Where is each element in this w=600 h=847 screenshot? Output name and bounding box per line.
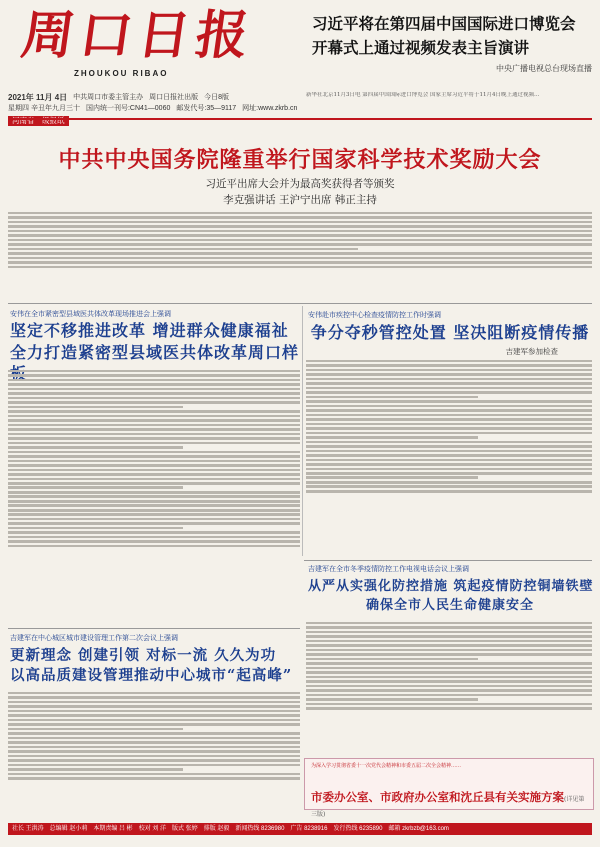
body-line bbox=[306, 391, 592, 394]
footer-bar bbox=[8, 823, 592, 835]
body-line bbox=[306, 490, 592, 493]
body-line bbox=[306, 662, 592, 665]
body-line bbox=[306, 463, 592, 466]
body-line bbox=[306, 445, 592, 448]
body-line bbox=[8, 424, 300, 427]
body-line bbox=[8, 768, 183, 771]
body-line bbox=[8, 741, 300, 744]
divider-2 bbox=[304, 560, 592, 561]
body-line bbox=[306, 626, 592, 629]
body-line bbox=[306, 418, 592, 421]
body-line bbox=[8, 473, 300, 476]
body-line bbox=[8, 728, 183, 731]
notice-box[interactable] bbox=[304, 758, 594, 818]
lead-speakers: 李克强讲话 王沪宁出席 韩正主持 bbox=[223, 194, 377, 206]
masthead-logo: 周口日报 bbox=[17, 5, 259, 66]
issue-pages: 今日8版 bbox=[204, 94, 230, 101]
body-line bbox=[306, 485, 592, 488]
body-line bbox=[8, 239, 592, 242]
body-line bbox=[8, 419, 300, 422]
column-divider bbox=[302, 306, 303, 556]
body-line bbox=[306, 667, 592, 670]
body-line bbox=[8, 257, 592, 260]
notice-headline bbox=[311, 789, 587, 819]
body-line bbox=[306, 676, 592, 679]
story-left2-headline1[interactable]: 更新理念 创建引领 对标一流 久久为功 bbox=[10, 647, 277, 664]
body-line bbox=[8, 225, 592, 228]
body-line bbox=[8, 764, 300, 767]
masthead-pinyin: ZHOUKOU RIBAO bbox=[74, 69, 169, 78]
body-line bbox=[306, 698, 478, 701]
footer-item: 社长 王洪涛 bbox=[12, 826, 44, 832]
lead-subtitle: 习近平出席大会并为最高奖获得者等颁奖 bbox=[205, 178, 395, 190]
body-line bbox=[8, 509, 300, 512]
body-line bbox=[306, 649, 592, 652]
province-badge: 河南省一级报纸 bbox=[8, 116, 69, 126]
body-line bbox=[306, 680, 592, 683]
lead-body-text bbox=[8, 212, 592, 268]
body-line bbox=[306, 436, 478, 439]
body-line bbox=[306, 387, 592, 390]
body-line bbox=[8, 406, 183, 409]
body-line bbox=[306, 622, 592, 625]
body-line bbox=[8, 531, 300, 534]
body-line bbox=[8, 428, 300, 431]
story-left-kicker: 安伟在全市紧密型县域医共体改革现场推进会上强调 bbox=[10, 310, 171, 318]
body-line bbox=[306, 689, 592, 692]
body-line bbox=[306, 658, 478, 661]
issue-date: 2021年 11月 4日 bbox=[8, 93, 68, 102]
body-line bbox=[8, 545, 300, 548]
body-line bbox=[8, 401, 300, 404]
body-line bbox=[306, 703, 592, 706]
body-line bbox=[306, 653, 592, 656]
body-line bbox=[8, 513, 300, 516]
body-line bbox=[8, 437, 300, 440]
footer-item: 本期责编 吕 彬 bbox=[93, 826, 133, 832]
body-line bbox=[8, 527, 183, 530]
body-line bbox=[8, 746, 300, 749]
body-line bbox=[8, 777, 300, 780]
story-left-headline2[interactable]: 全力打造紧密型县域医共体改革周口样 bbox=[10, 343, 300, 362]
brief-text: 新华社北京11月3日电 第四届中国国际进口博览会 国家主席习近平将于11月4日晚上通过视频… bbox=[306, 92, 540, 98]
body-line bbox=[8, 692, 300, 695]
body-line bbox=[8, 705, 300, 708]
story-right2-headline2[interactable]: 确保全市人民生命健康安全 bbox=[365, 598, 534, 613]
body-line bbox=[306, 454, 592, 457]
body-line bbox=[8, 486, 183, 489]
notice-headline-text: 市委办公室、市政府办公室和沈丘县有关实施方案 bbox=[311, 790, 564, 804]
body-line bbox=[8, 500, 300, 503]
body-line bbox=[306, 373, 592, 376]
story-right2-headline1[interactable]: 从严从实强化防控措施 筑起疫情防控铜墙铁壁 bbox=[308, 579, 594, 594]
story-left2-body bbox=[8, 690, 300, 818]
body-line bbox=[8, 469, 300, 472]
body-line bbox=[8, 536, 300, 539]
body-line bbox=[8, 755, 300, 758]
divider-1 bbox=[8, 303, 592, 304]
body-line bbox=[8, 370, 300, 373]
body-line bbox=[8, 446, 183, 449]
story-left2-headline2[interactable]: 以高品质建设管理推动中心城市“起高峰” bbox=[10, 667, 293, 684]
body-line bbox=[8, 442, 300, 445]
body-line bbox=[306, 441, 592, 444]
body-line bbox=[306, 640, 592, 643]
body-line bbox=[8, 266, 592, 269]
body-line bbox=[306, 468, 592, 471]
footer-item: 广告 8238916 bbox=[290, 826, 328, 832]
body-line bbox=[8, 261, 592, 264]
body-line bbox=[8, 522, 300, 525]
body-line bbox=[8, 221, 592, 224]
issue-info bbox=[8, 93, 300, 127]
body-line bbox=[8, 737, 300, 740]
story-left-headline1[interactable]: 坚定不移推进改革 增进群众健康福祉 bbox=[10, 321, 289, 340]
footer-item: 总编辑 赵小莉 bbox=[49, 826, 88, 832]
body-line bbox=[8, 714, 300, 717]
story-right-headline[interactable]: 争分夺秒管控处置 坚决阻断疫情传播 bbox=[310, 323, 590, 342]
issue-publisher2: 周口日报社出版 bbox=[149, 94, 199, 101]
body-line bbox=[8, 478, 300, 481]
body-line bbox=[8, 518, 300, 521]
body-line bbox=[8, 243, 592, 246]
story-left2-kicker: 吉建军在中心城区城市建设管理工作第二次会议上强调 bbox=[10, 634, 178, 642]
body-line bbox=[8, 410, 300, 413]
body-line bbox=[306, 476, 478, 479]
body-line bbox=[306, 631, 592, 634]
body-line bbox=[8, 696, 300, 699]
body-line bbox=[306, 427, 592, 430]
footer-item: 版式 张婷 bbox=[172, 826, 198, 832]
body-line bbox=[306, 364, 592, 367]
body-line bbox=[8, 388, 300, 391]
story-right2-body bbox=[306, 620, 592, 754]
body-line bbox=[306, 644, 592, 647]
footer-item: 邮箱 zkrbzb@163.com bbox=[388, 826, 449, 832]
body-line bbox=[8, 234, 592, 237]
body-line bbox=[8, 248, 358, 251]
issue-weekday: 星期四 辛丑年九月三十 bbox=[8, 105, 80, 112]
body-line bbox=[8, 759, 300, 762]
top-story[interactable] bbox=[312, 12, 592, 76]
footer-item: 校对 刘 洋 bbox=[138, 826, 167, 832]
body-line bbox=[306, 369, 592, 372]
body-line bbox=[8, 216, 592, 219]
top-story-line1: 习近平将在第四届中国国际进口博览会 bbox=[312, 14, 576, 33]
masthead bbox=[17, 5, 262, 78]
story-left-body bbox=[8, 368, 300, 626]
top-divider bbox=[8, 118, 592, 120]
body-line bbox=[306, 423, 592, 426]
body-line bbox=[8, 732, 300, 735]
body-line bbox=[306, 459, 592, 462]
body-line bbox=[8, 374, 300, 377]
body-line bbox=[8, 710, 300, 713]
body-line bbox=[8, 230, 592, 233]
divider-3 bbox=[8, 628, 300, 629]
body-line bbox=[8, 212, 592, 215]
issue-website: 网址:www.zkrb.cn bbox=[242, 105, 298, 112]
body-line bbox=[8, 460, 300, 463]
lead-body bbox=[8, 210, 592, 298]
body-line bbox=[306, 400, 592, 403]
body-line bbox=[306, 360, 592, 363]
body-line bbox=[306, 472, 592, 475]
body-line bbox=[8, 495, 300, 498]
body-line bbox=[8, 383, 300, 386]
body-line bbox=[8, 701, 300, 704]
body-line bbox=[306, 409, 592, 412]
body-line bbox=[8, 252, 592, 255]
body-line bbox=[8, 392, 300, 395]
lead-headline[interactable]: 中共中央国务院隆重举行国家科学技术奖励大会 bbox=[58, 147, 542, 173]
body-line bbox=[8, 773, 300, 776]
body-line bbox=[306, 378, 592, 381]
notice-note: (详见第三版) bbox=[311, 796, 585, 818]
top-story-source: 中央广播电视总台现场直播 bbox=[496, 64, 592, 73]
body-line bbox=[8, 719, 300, 722]
body-line bbox=[8, 433, 300, 436]
body-line bbox=[306, 414, 592, 417]
body-line bbox=[306, 671, 592, 674]
body-line bbox=[8, 455, 300, 458]
body-line bbox=[306, 635, 592, 638]
issue-cn: 国内统一刊号:CN41—0060 bbox=[85, 105, 171, 112]
notice-text: 为深入学习贯彻省委十一次党代会精神和市委五届二次全会精神…… bbox=[311, 763, 462, 769]
top-story-line2: 开幕式上通过视频发表主旨演讲 bbox=[312, 38, 530, 57]
body-line bbox=[8, 379, 300, 382]
story-right-body bbox=[306, 358, 592, 556]
body-line bbox=[306, 396, 478, 399]
body-line bbox=[306, 450, 592, 453]
body-line bbox=[306, 685, 592, 688]
body-line bbox=[8, 482, 300, 485]
footer-item: 排版 赵毅 bbox=[203, 826, 230, 832]
body-line bbox=[8, 397, 300, 400]
story-right2-kicker: 吉建军在全市冬季疫情防控工作电视电话会议上强调 bbox=[308, 565, 469, 573]
body-line bbox=[8, 451, 300, 454]
body-line bbox=[8, 491, 300, 494]
body-line bbox=[306, 405, 592, 408]
body-line bbox=[8, 504, 300, 507]
body-line bbox=[8, 415, 300, 418]
body-line bbox=[8, 723, 300, 726]
body-line bbox=[306, 432, 592, 435]
body-line bbox=[8, 540, 300, 543]
body-line bbox=[306, 481, 592, 484]
body-line bbox=[8, 750, 300, 753]
footer-item: 新闻热线 8236980 bbox=[235, 826, 285, 832]
body-line bbox=[306, 694, 592, 697]
footer-item: 发行热线 6235890 bbox=[333, 826, 383, 832]
body-line bbox=[306, 707, 592, 710]
story-right-kicker: 安伟赴市疾控中心检查疫情防控工作时强调 bbox=[308, 311, 441, 319]
issue-publisher: 中共周口市委主管主办 bbox=[73, 94, 144, 101]
issue-code: 邮发代号:35—9117 bbox=[176, 105, 237, 112]
body-line bbox=[8, 464, 300, 467]
story-right-reporter: 吉建军参加检查 bbox=[505, 347, 558, 356]
body-line bbox=[306, 382, 592, 385]
